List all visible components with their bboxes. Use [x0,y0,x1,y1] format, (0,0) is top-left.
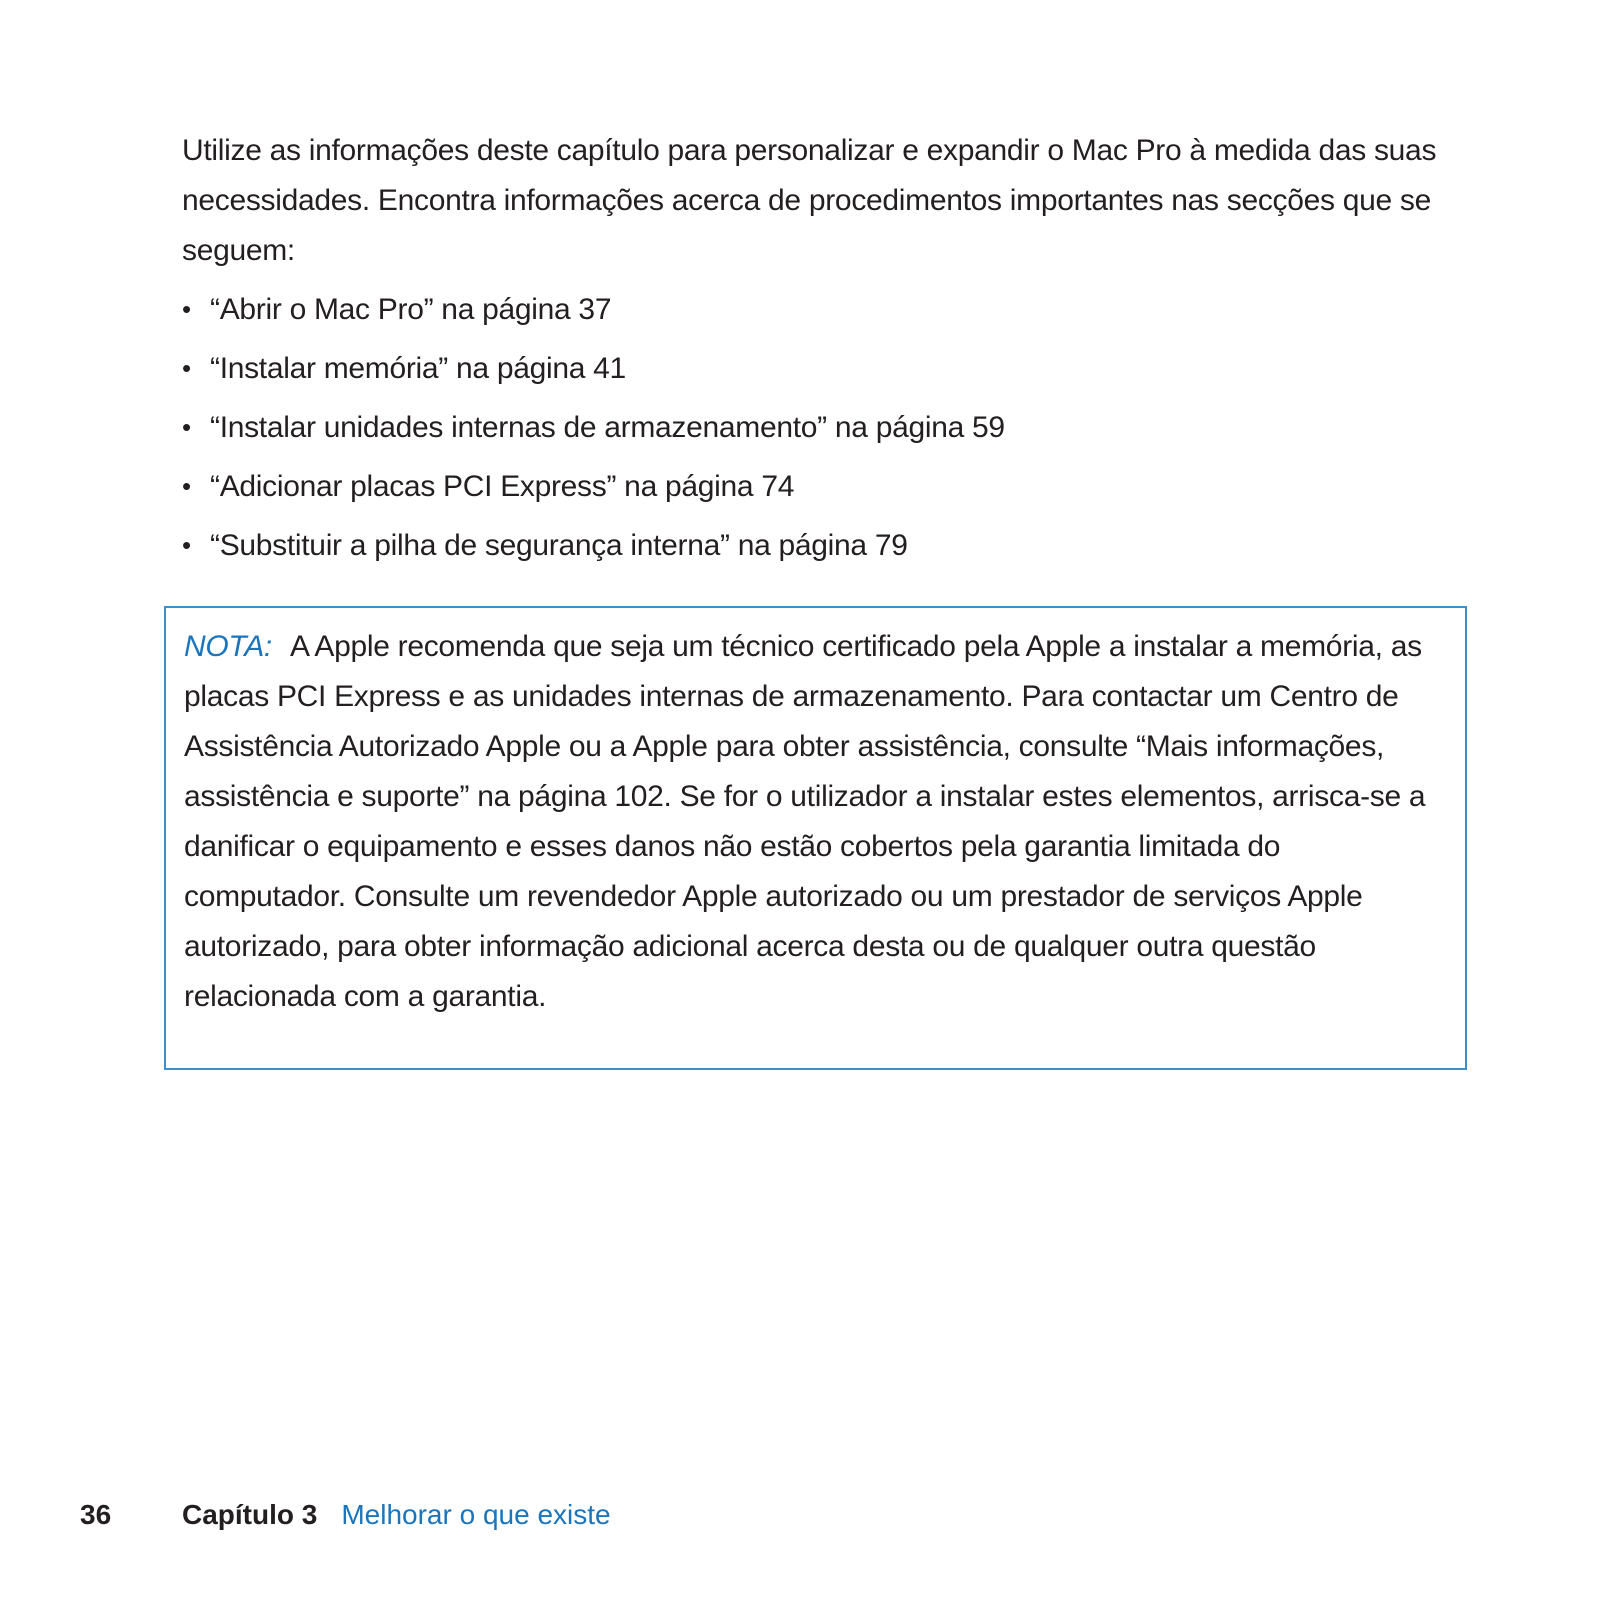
bullet-icon: • [182,412,191,442]
list-item [182,280,1005,339]
note-text: A Apple recomenda que seja um técnico certificado pela Apple a instalar a memória, as placas PCI Express e as unidades internas de armazenamento. Para contactar um Centro de Assistência Autorizado Apple ou a Apple para obter assistência, consulte “Mais informações, assistência e suporte” na página 102. Se for o utilizador a instalar estes elementos, arrisca-se a danificar o equipamento e esses danos não estão cobertos pela garantia limitada do computador. Consulte um revendedor Apple autorizado ou um prestador de serviços Apple autorizado, para obter informação adicional acerca desta ou de qualquer outra questão relacionada com a garantia. [184,630,1426,1013]
chapter-label: Capítulo 3 [182,1499,318,1530]
list-item [182,398,1005,457]
list-item [182,516,1005,575]
list-item-text: “Instalar unidades internas de armazenamento” na página 59 [210,411,1005,444]
list-item-text: “Substituir a pilha de segurança interna” na página 79 [210,529,908,562]
list-item-text: “Adicionar placas PCI Express” na página 74 [210,470,795,503]
list-item [182,339,1005,398]
list-item-text: “Instalar memória” na página 41 [210,352,626,385]
bullet-icon: • [182,353,191,383]
note-paragraph [184,622,1447,1022]
bullet-icon: • [182,294,191,324]
note-box [164,606,1467,1070]
page-number: 36 [80,1499,112,1530]
page-footer [80,1495,611,1535]
note-label: NOTA: [184,630,272,663]
bullet-icon: • [182,530,191,560]
intro-paragraph: Utilize as informações deste capítulo para personalizar e expandir o Mac Pro à medida das suas necessidades. Encontra informações acerca de procedimentos importantes nas secções que se seguem: [182,134,1437,267]
list-item [182,457,1005,516]
section-list [182,280,1005,575]
chapter-title: Melhorar o que existe [341,1499,611,1530]
bullet-icon: • [182,471,191,501]
list-item-text: “Abrir o Mac Pro” na página 37 [210,293,612,326]
